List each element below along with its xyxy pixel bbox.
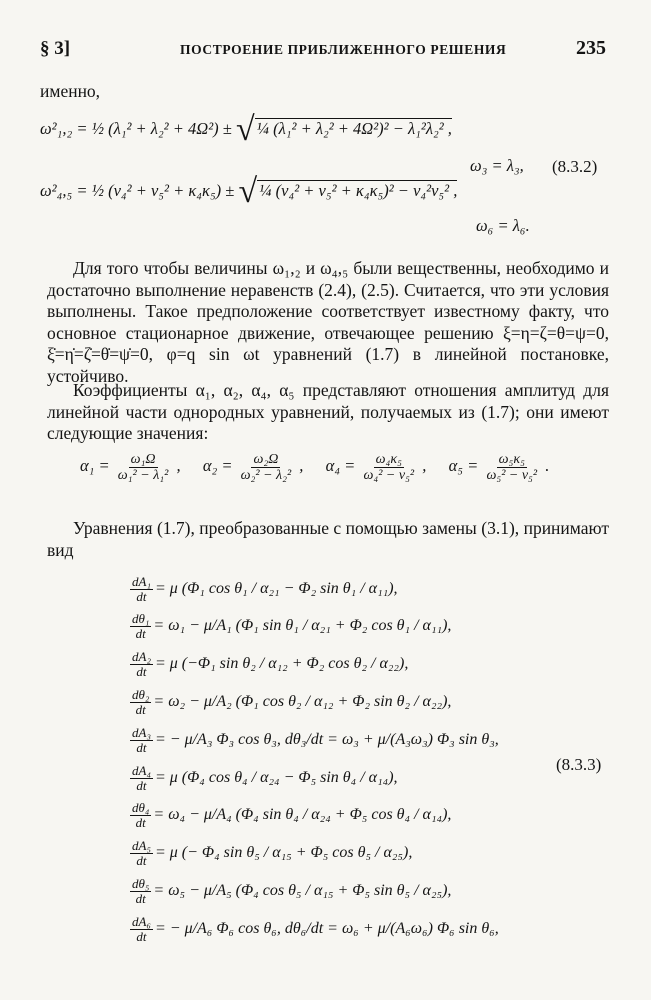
derivative-denominator: dt (136, 929, 147, 944)
alpha-1-num: ω₁Ω (130, 452, 156, 467)
radical-icon: √ (238, 173, 258, 211)
system-line (128, 801, 451, 830)
system-line (128, 612, 451, 641)
system-line-rhs: = μ (−Φ₁ sin θ₂ / α₁₂ + Φ₂ cos θ₂ / α₂₂), (154, 655, 409, 673)
system-line-rhs: = − μ/A₆ Φ₆ cos θ₆, dθ₆/dt = ω₆ + μ/(A₆ω₆) Φ₆ sin θ₆, (154, 920, 499, 938)
derivative-denominator: dt (135, 626, 146, 641)
derivative-numerator: dA₃ (132, 725, 151, 740)
system-line-rhs: = ω₄ − μ/A₄ (Φ₄ sin θ₄ / α₂₄ + Φ₅ cos θ₄ / α₁₄), (153, 806, 452, 824)
paragraph-transformed-equations: Уравнения (1.7), преобразованные с помощью замены (3.1), принимают вид (47, 518, 609, 560)
running-title: ПОСТРОЕНИЕ ПРИБЛИЖЕННОГО РЕШЕНИЯ (180, 42, 507, 57)
alpha-5-lhs: α₅ = (448, 456, 483, 476)
derivative-denominator: dt (135, 702, 146, 717)
alpha-5-den: ω₅² − ν₅² (486, 468, 538, 483)
derivative-numerator: dA₂ (132, 649, 151, 664)
eq-omega45-half: ½ (ν₄² + ν₅² + κ₄κ₅) ± (91, 181, 239, 200)
alpha-4-lhs: α₄ = (325, 456, 360, 476)
paragraph-reality-conditions: Для того чтобы величины ω₁,₂ и ω₄,₅ были вещественны, необходимо и достаточно выполнение неравенств (2.4), (2.5). Считается, что эти условия выполнены. Такое предположение соответствует известному факту, что основное стационарное движение, отвечающее решению ξ=η=ζ=θ=ψ=0, ξ̇=η̇=ζ̇=θ̇=ψ̇=0, φ=q sin ωt уравнений (1.7) в линейной постановке, устойчиво. (47, 258, 609, 386)
eq-omega12 (40, 111, 452, 149)
alpha-1-lhs: α₁ = (80, 456, 114, 476)
alpha-2-sep: , (295, 456, 304, 476)
eq-omega12-lhs: ω²₁,₂ = (40, 119, 92, 138)
system-line (128, 650, 408, 679)
alpha-4 (325, 452, 427, 483)
alpha-4-fraction (361, 452, 416, 483)
alpha-4-num: ω₄κ₅ (375, 452, 402, 467)
derivative-denominator: dt (136, 589, 147, 604)
page-number: 235 (576, 37, 606, 59)
system-line (128, 688, 451, 717)
alpha-2-den: ω₂² − λ₂² (240, 468, 292, 483)
eq-omega45 (40, 173, 458, 211)
derivative-numerator: dA₄ (132, 763, 151, 778)
system-line (128, 877, 451, 906)
system-line-rhs: = μ (Φ₄ cos θ₄ / α₂₄ − Φ₅ sin θ₄ / α₁₄), (154, 769, 398, 787)
system-line-rhs: = ω₅ − μ/A₅ (Φ₄ cos θ₅ / α₁₅ + Φ₅ sin θ₅ / α₂₅), (153, 882, 452, 900)
intro-word: именно, (40, 81, 101, 101)
alpha-definitions (80, 452, 549, 483)
derivative-numerator: dθ₄ (132, 800, 150, 815)
eq-omega45-lhs: ω²₄,₅ = (40, 181, 92, 200)
alpha-4-sep: , (418, 456, 427, 476)
system-line-rhs: = ω₁ − μ/A₁ (Φ₁ sin θ₁ / α₂₁ + Φ₂ cos θ₁ / α₁₁), (153, 617, 452, 635)
system-line (128, 839, 412, 868)
derivative-denominator: dt (136, 778, 147, 793)
equation-number-832: (8.3.2) (552, 157, 598, 176)
derivative-numerator: dθ₂ (132, 687, 150, 702)
eq-omega12-half: ½ (λ₁² + λ₂² + 4Ω²) ± (91, 119, 236, 138)
derivative-numerator: dθ₅ (132, 876, 150, 891)
derivative-denominator: dt (136, 853, 147, 868)
derivative-numerator: dA₆ (132, 914, 151, 929)
eq-omega3: ω₃ = λ₃, (470, 156, 524, 175)
section-marker: § 3] (40, 38, 71, 59)
eq-omega12-root: ¼ (λ₁² + λ₂² + 4Ω²)² − λ₁²λ₂² , (256, 119, 452, 138)
alpha-2-fraction (239, 452, 294, 483)
derivative-denominator: dt (136, 664, 147, 679)
system-line-rhs: = − μ/A₃ Φ₃ cos θ₃, dθ₃/dt = ω₃ + μ/(A₃ω₃) Φ₃ sin θ₃, (154, 731, 499, 749)
system-line (128, 575, 398, 604)
eq-omega45-root: ¼ (ν₄² + ν₅² + κ₄κ₅)² − ν₄²ν₅² , (259, 181, 458, 200)
system-line (128, 726, 499, 755)
derivative-numerator: dA₅ (132, 838, 151, 853)
derivative-numerator: dA₁ (132, 574, 151, 589)
derivative-numerator: dθ₁ (132, 611, 150, 626)
derivative-denominator: dt (136, 740, 147, 755)
equation-number-833: (8.3.3) (556, 755, 602, 774)
alpha-2-num: ω₂Ω (253, 452, 279, 467)
alpha-5-fraction (484, 452, 539, 483)
alpha-2 (202, 452, 304, 483)
alpha-5 (448, 452, 550, 483)
alpha-4-den: ω₄² − ν₅² (363, 468, 415, 483)
alpha-1-den: ω₁² − λ₁² (117, 468, 169, 483)
alpha-5-num: ω₅κ₅ (498, 452, 525, 467)
alpha-1-sep: , (172, 456, 181, 476)
alpha-5-sep: . (541, 456, 550, 476)
system-line-rhs: = μ (Φ₁ cos θ₁ / α₂₁ − Φ₂ sin θ₁ / α₁₁), (154, 580, 398, 598)
alpha-2-lhs: α₂ = (202, 456, 237, 476)
system-line (128, 764, 398, 793)
derivative-denominator: dt (135, 815, 146, 830)
system-line (128, 915, 499, 944)
alpha-1-fraction (116, 452, 171, 483)
derivative-denominator: dt (135, 891, 146, 906)
alpha-1 (80, 452, 181, 483)
system-line-rhs: = μ (− Φ₄ sin θ₅ / α₁₅ + Φ₅ cos θ₅ / α₂₅), (154, 844, 413, 862)
paragraph-coefficients: Коэффициенты α₁, α₂, α₄, α₅ представляют отношения амплитуд для линейной части однородных уравнений, получаемых из (1.7); они имеют следующие значения: (47, 380, 609, 444)
system-line-rhs: = ω₂ − μ/A₂ (Φ₁ cos θ₂ / α₁₂ + Φ₂ sin θ₂ / α₂₂), (153, 693, 452, 711)
eq-omega6: ω₆ = λ₆. (476, 216, 530, 235)
radical-icon: √ (235, 111, 255, 149)
